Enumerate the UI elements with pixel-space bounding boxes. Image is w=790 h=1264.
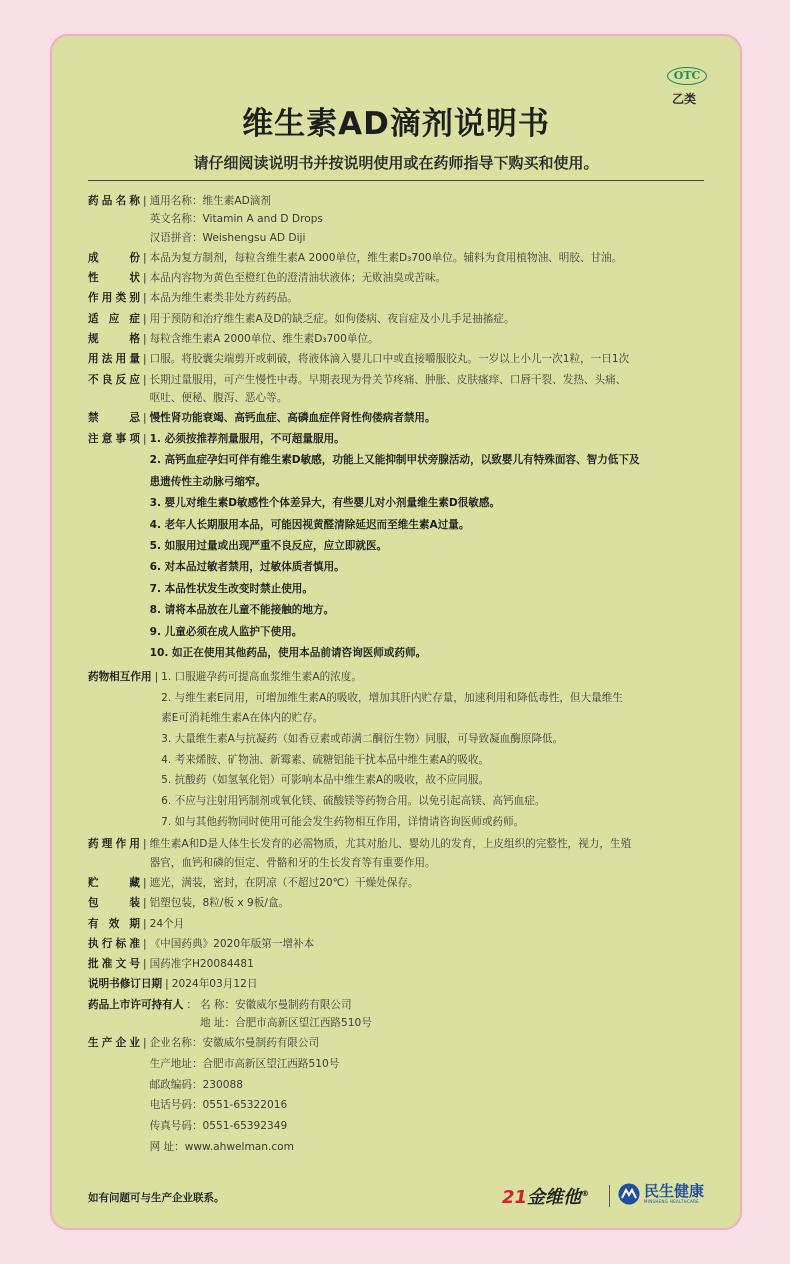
section-label: 包装 [88, 897, 140, 910]
brand-minsheng-sub: MINSHENG HEALTHCARE [644, 1199, 699, 1204]
label-separator: | [143, 1037, 147, 1050]
brand-jinweita-logo: 21金维他® [502, 1187, 590, 1208]
section-line: 3. 大量维生素A与抗凝药（如香豆素或茚满二酮衍生物）同服，可导致凝血酶原降低。 [161, 732, 564, 745]
section-line: 1. 必须按推荐剂量服用，不可超量服用。 [149, 432, 345, 445]
section-holder [88, 996, 712, 1033]
label-separator: | [165, 978, 169, 991]
section-line: 慢性肾功能衰竭、高钙血症、高磷血症伴肾性佝偻病者禁用。 [149, 412, 436, 425]
section-label: 药理作用 [88, 838, 140, 851]
section-value [150, 835, 712, 872]
label-separator: | [143, 353, 147, 366]
section-value [150, 1034, 712, 1158]
section-contra [88, 409, 712, 427]
label-separator: | [143, 195, 147, 207]
section-line: 铝塑包装，8粒/板 x 9板/盒。 [149, 897, 290, 910]
brand-divider [609, 1185, 610, 1207]
section-label: 规格 [88, 333, 140, 346]
section-line: 1. 口服避孕药可提高血浆维生素A的浓度。 [161, 670, 362, 683]
section-value [150, 350, 712, 368]
section-precautions [88, 430, 712, 666]
section-standard [88, 935, 712, 953]
section-value [150, 310, 712, 328]
section-label: 说明书修订日期 [88, 978, 163, 991]
section-value [150, 371, 712, 408]
otc-category: 乙类 [672, 92, 697, 106]
minsheng-icon [618, 1183, 640, 1205]
title-divider [88, 180, 704, 181]
section-approval [88, 955, 712, 973]
section-spec [88, 330, 712, 348]
page-title: 维生素AD滴剂说明书 [242, 106, 550, 142]
label-separator: | [143, 373, 147, 386]
section-label: 药品上市许可持有人 [88, 998, 184, 1011]
instruction-card [50, 34, 742, 1230]
section-value [150, 874, 712, 892]
section-line: 本品为维生素类非处方药药品。 [149, 292, 298, 305]
section-revision [88, 975, 712, 993]
section-name [88, 192, 712, 247]
section-interactions [88, 668, 712, 834]
section-indication [88, 310, 712, 328]
section-value [150, 955, 712, 973]
label-separator: | [143, 917, 147, 930]
section-line: 患遗传性主动脉弓缩窄。 [149, 475, 267, 488]
section-storage [88, 874, 712, 892]
section-line: 5. 抗酸药（如氢氧化铝）可影响本品中维生素A的吸收，故不应同服。 [161, 774, 490, 787]
brand-minsheng-logo [618, 1183, 704, 1205]
footer-note: 如有问题可与生产企业联系。 [88, 1192, 225, 1204]
label-separator: | [154, 670, 159, 683]
section-line: 7. 如与其他药物同时使用可能会发生药物相互作用，详情请咨询医师或药师。 [161, 815, 525, 828]
section-value [150, 269, 712, 287]
section-line: 长期过量服用，可产生慢性中毒。早期表现为骨关节疼痛、肿胀、皮肤瘙痒、口唇干裂、发热、头痛、 [149, 373, 627, 386]
section-line: 传真号码：0551-65392349 [149, 1120, 288, 1133]
section-line: 地 址：合肥市高新区望江西路510号 [199, 1017, 372, 1030]
section-label: 作用类别 [88, 292, 140, 305]
otc-badge: OTC [667, 67, 707, 85]
section-label: 用法用量 [88, 353, 140, 366]
label-separator: | [143, 958, 147, 971]
section-line: 3. 婴儿对维生素D敏感性个体差异大，有些婴儿对小剂量维生素D很敏感。 [149, 497, 501, 510]
section-value [172, 975, 712, 993]
section-line: 生产地址：合肥市高新区望江西路510号 [149, 1058, 340, 1071]
section-pharmacology [88, 835, 712, 872]
section-line: 2024年03月12日 [171, 978, 258, 991]
section-label: 禁忌 [88, 412, 140, 425]
section-package [88, 894, 712, 912]
section-value [150, 915, 712, 933]
section-line: 网 址：www.ahwelman.com [149, 1140, 294, 1153]
section-value [150, 249, 712, 267]
section-line: 24个月 [149, 917, 185, 930]
section-line: 口服。将胶囊尖端剪开或刺破，将液体滴入婴儿口中或直接嚼服胶丸。一岁以上小儿一次1粒，一日1次 [149, 353, 630, 366]
section-line: 9. 儿童必须在成人监护下使用。 [149, 625, 303, 638]
section-line: 国药准字H20084481 [149, 958, 254, 971]
section-line: 器官，血钙和磷的恒定、骨骼和牙的生长发育等有重要作用。 [149, 856, 436, 869]
label-separator: | [143, 876, 147, 889]
section-line: 遮光，满装，密封，在阴凉（不超过20℃）干燥处保存。 [149, 876, 419, 889]
section-value [150, 409, 712, 427]
label-separator: | [143, 937, 147, 950]
section-line: 名 称：安徽威尔曼制药有限公司 [199, 998, 352, 1011]
section-line: 10. 如正在使用其他药品，使用本品前请咨询医师或药师。 [149, 647, 427, 660]
section-label: 贮藏 [88, 876, 140, 889]
section-line: 邮政编码：230088 [149, 1078, 243, 1091]
section-value [150, 430, 712, 666]
section-value [150, 289, 712, 307]
section-line: 本品内容物为黄色至橙红色的澄清油状液体；无败油臭或苦味。 [149, 272, 447, 285]
section-label: 批准文号 [88, 958, 140, 971]
label-separator: | [143, 838, 147, 851]
section-label: 药物相互作用 [88, 670, 152, 683]
section-line: 8. 请将本品放在儿童不能接触的地方。 [149, 604, 335, 617]
section-line: 7. 本品性状发生改变时禁止使用。 [149, 582, 313, 595]
section-label: 性状 [88, 272, 140, 285]
section-validity [88, 915, 712, 933]
section-label: 有效期 [88, 917, 140, 930]
label-separator: | [143, 333, 147, 346]
label-separator: | [143, 432, 147, 445]
section-value [150, 935, 712, 953]
section-label: 执行标准 [88, 937, 140, 950]
label-separator: | [143, 251, 147, 264]
section-label: 适应症 [88, 312, 140, 325]
section-line: 6. 对本品过敏者禁用，过敏体质者慎用。 [149, 561, 345, 574]
section-usage [88, 350, 712, 368]
section-adverse [88, 371, 712, 408]
label-separator: | [143, 272, 147, 285]
section-line: 4. 老年人长期服用本品，可能因视黄醛清除延迟而至维生素A过量。 [149, 518, 470, 531]
section-appearance [88, 269, 712, 287]
section-value [150, 894, 712, 912]
section-line: 2. 高钙血症孕妇可伴有维生素D敏感，功能上又能抑制甲状旁腺活动，以致婴儿有特殊面容、智力低下及 [149, 454, 640, 467]
page-subtitle: 请仔细阅读说明书并按说明使用或在药师指导下购买和使用。 [193, 154, 599, 172]
section-line: 呕吐、便秘、腹泻、恶心等。 [149, 391, 288, 404]
section-label: 成份 [88, 251, 140, 264]
section-label: 不良反应 [88, 373, 140, 386]
section-line: 通用名称：维生素AD滴剂 [149, 195, 271, 207]
section-line: 5. 如服用过量或出现严重不良反应，应立即就医。 [149, 539, 388, 552]
section-manufacturer [88, 1034, 712, 1158]
section-line: 电话号码：0551-65322016 [149, 1099, 288, 1112]
section-line: 2. 与维生素E同用，可增加维生素A的吸收，增加其肝内贮存量，加速利用和降低毒性，但大量维生 [161, 691, 623, 704]
section-line: 汉语拼音：Weishengsu AD Diji [149, 231, 306, 244]
section-value [161, 668, 712, 834]
section-line: 维生素A和D是人体生长发育的必需物质，尤其对胎儿、婴幼儿的发育，上皮组织的完整性，视力，生殖 [149, 838, 632, 851]
section-label: 生产企业 [88, 1037, 140, 1050]
section-line: 本品为复方制剂，每粒含维生素A 2000单位，维生素D₃700单位。辅料为食用植物油、明胶、甘油。 [149, 251, 623, 264]
section-value [150, 192, 712, 247]
section-line: 每粒含维生素A 2000单位、维生素D₃700单位。 [149, 333, 379, 346]
label-separator: ： [186, 998, 197, 1011]
section-line: 企业名称：安徽威尔曼制药有限公司 [149, 1037, 320, 1050]
section-value [200, 996, 712, 1033]
section-line: 用于预防和治疗维生素A及D的缺乏症。如佝偻病、夜盲症及小儿手足抽搐症。 [149, 312, 515, 325]
instruction-content [88, 192, 712, 1160]
label-separator: | [143, 412, 147, 425]
section-line: 6. 不应与注射用钙制剂或氧化镁、硫酸镁等药物合用。以免引起高镁、高钙血症。 [161, 795, 546, 808]
section-ingredients [88, 249, 712, 267]
label-separator: | [143, 897, 147, 910]
section-label: 药品名称 [88, 195, 140, 207]
section-label: 注意事项 [88, 432, 140, 445]
section-line: 4. 考来烯胺、矿物油、新霉素、硫糖铝能干扰本品中维生素A的吸收。 [161, 753, 490, 766]
label-separator: | [143, 292, 147, 305]
section-line: 素E可消耗维生素A在体内的贮存。 [161, 712, 324, 725]
section-line: 《中国药典》2020年版第一增补本 [149, 937, 315, 950]
label-separator: | [143, 312, 147, 325]
section-value [150, 330, 712, 348]
brand-minsheng-name: 民生健康 [644, 1182, 705, 1200]
section-line: 英文名称：Vitamin A and D Drops [149, 213, 323, 226]
section-category [88, 289, 712, 307]
